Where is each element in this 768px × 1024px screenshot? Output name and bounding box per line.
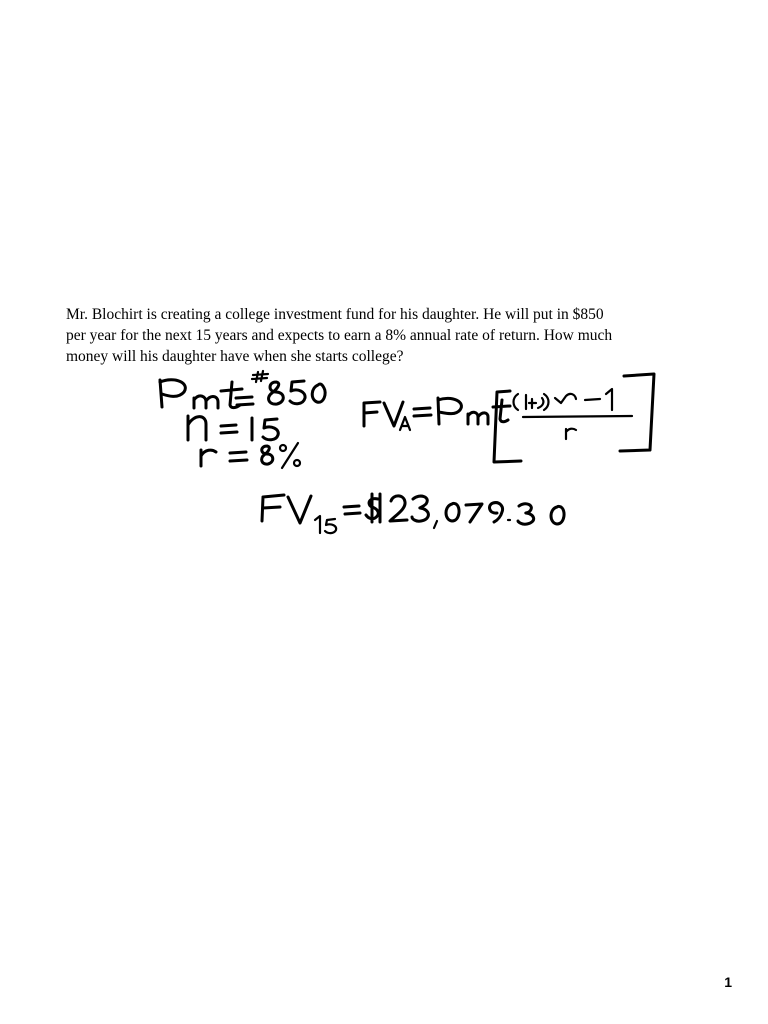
handwritten-n: [188, 416, 278, 440]
handwritten-formula: [364, 374, 654, 462]
problem-line-1: Mr. Blochirt is creating a college investment fund for his daughter. He will put in $850: [66, 306, 604, 323]
problem-line-3: money will his daughter have when she starts college?: [66, 348, 404, 365]
handwritten-pmt: [160, 371, 325, 408]
problem-line-2: per year for the next 15 years and expects to earn a 8% annual rate of return. How much: [66, 327, 613, 344]
handwritten-r: [201, 443, 300, 468]
page-number: 1: [724, 974, 732, 990]
handwritten-answer: [262, 494, 564, 533]
